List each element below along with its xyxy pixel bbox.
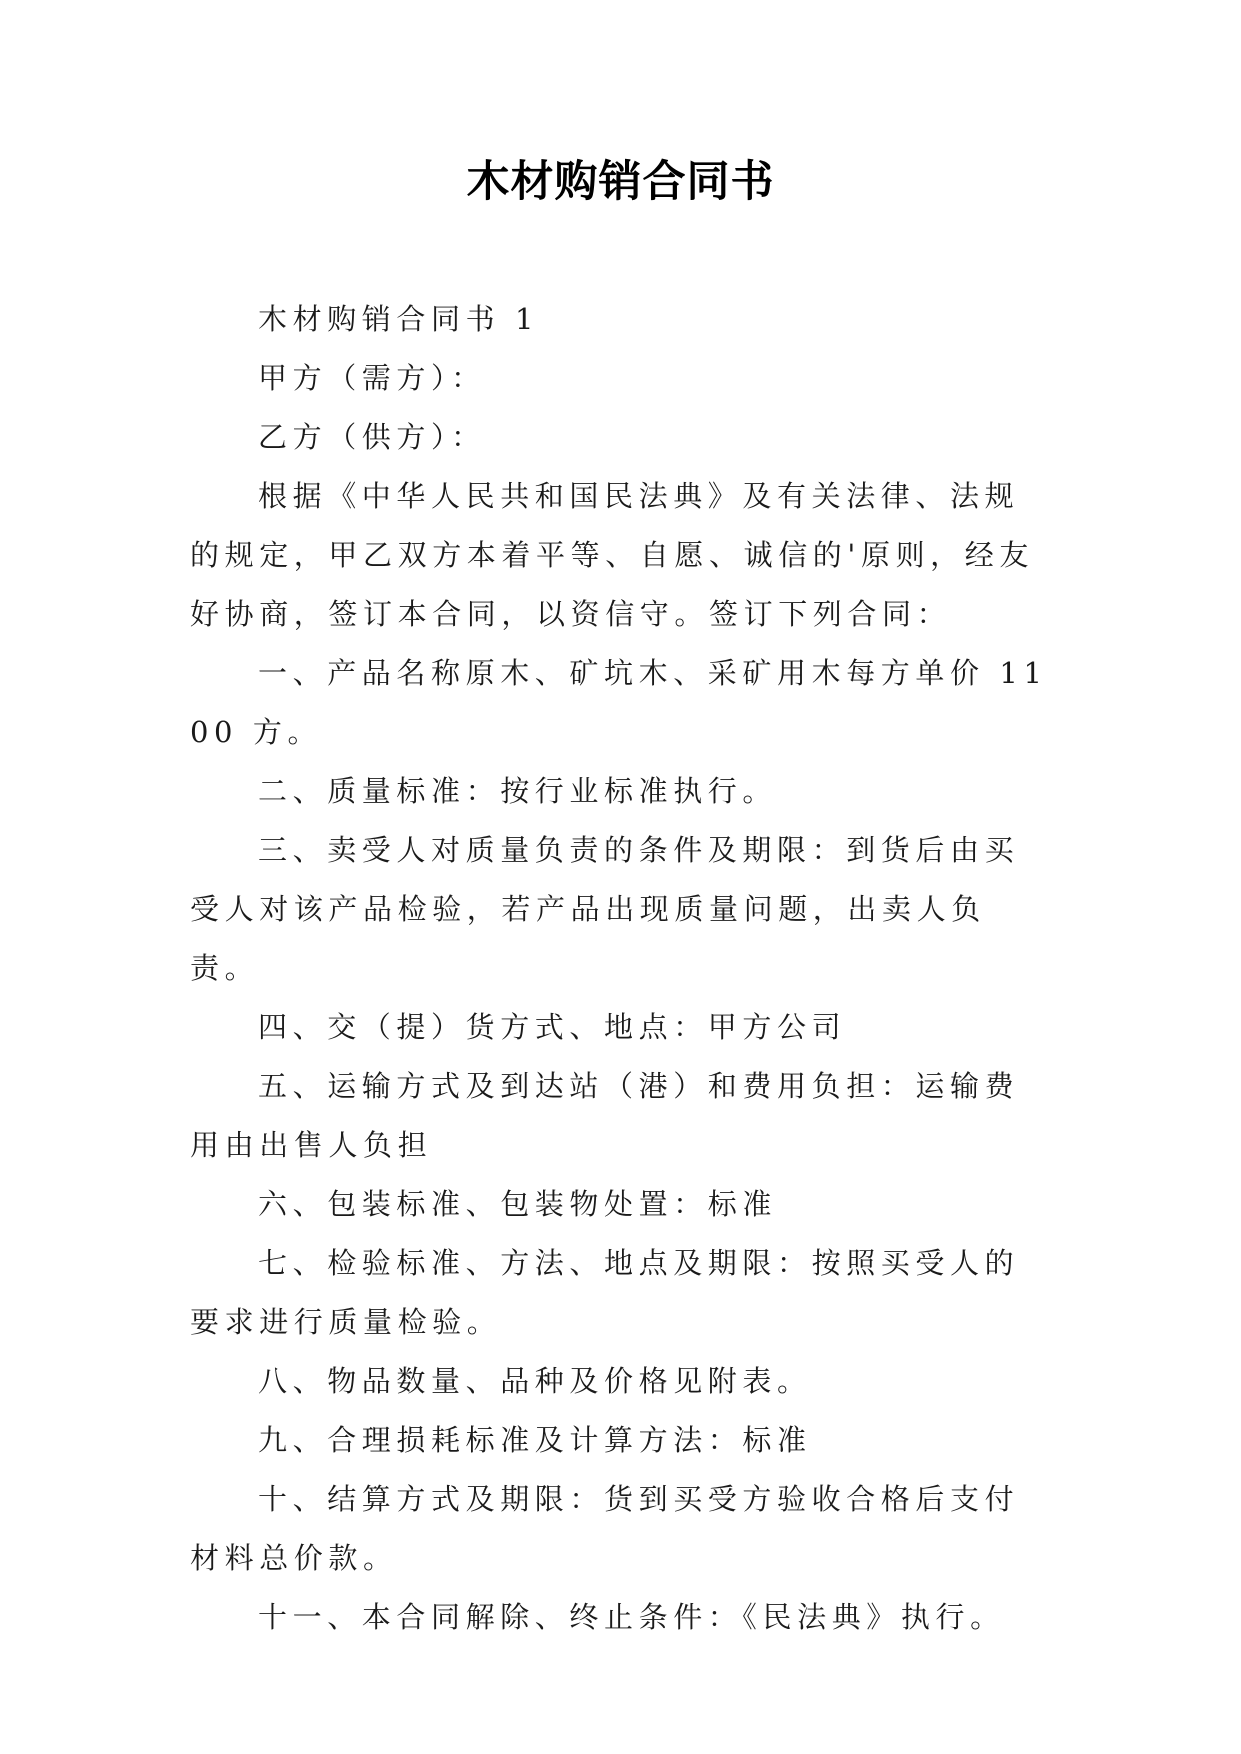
clause-11: 十一、本合同解除、终止条件：《民法典》执行。 bbox=[258, 1600, 1005, 1634]
clause-10: 十、结算方式及期限：货到买受方验收合格后支付材料总价款。 bbox=[190, 1482, 1020, 1575]
clause-8: 八、物品数量、品种及价格见附表。 bbox=[258, 1364, 812, 1398]
paragraph-preamble: 根据《中华人民共和国民法典》及有关法律、法规的规定，甲乙双方本着平等、自愿、诚信的'原则，经友好协商，签订本合同，以资信守。签订下列合同： bbox=[190, 479, 1034, 631]
clause-3: 三、卖受人对质量负责的条件及期限：到货后由买受人对该产品检验，若产品出现质量问题，出卖人负责。 bbox=[190, 833, 1020, 985]
clause-9: 九、合理损耗标准及计算方法：标准 bbox=[258, 1423, 812, 1457]
clause-5: 五、运输方式及到达站（港）和费用负担：运输费用由出售人负担 bbox=[190, 1069, 1020, 1162]
clause-1: 一、产品名称原木、矿坑木、采矿用木每方单价 1100 方。 bbox=[190, 656, 1048, 749]
paragraph-heading: 木材购销合同书 1 bbox=[258, 302, 540, 336]
document-title: 木材购销合同书 bbox=[466, 157, 775, 207]
clause-7: 七、检验标准、方法、地点及期限：按照买受人的要求进行质量检验。 bbox=[190, 1246, 1020, 1339]
paragraph-party-a: 甲方（需方）： bbox=[258, 361, 486, 395]
clause-4: 四、交（提）货方式、地点：甲方公司 bbox=[258, 1010, 847, 1044]
clause-2: 二、质量标准：按行业标准执行。 bbox=[258, 774, 778, 808]
paragraph-party-b: 乙方（供方）： bbox=[258, 420, 486, 454]
clause-6: 六、包装标准、包装物处置：标准 bbox=[258, 1187, 778, 1221]
document-body bbox=[190, 290, 1050, 1647]
